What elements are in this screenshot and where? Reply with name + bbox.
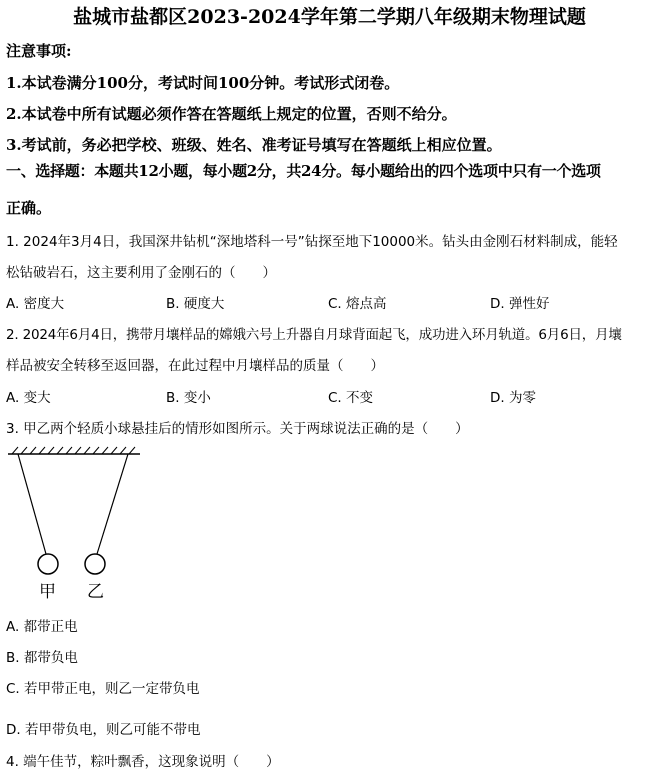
notice-item-1: 1.本试卷满分100分，考试时间100分钟。考试形式闭卷。 xyxy=(6,74,400,92)
question-2-line2: 样品被安全转移至返回器，在此过程中月壤样品的质量（ ） xyxy=(6,358,384,374)
question-1-option-c: C. 熔点高 xyxy=(328,296,387,312)
section-heading-line2: 正确。 xyxy=(6,199,52,217)
label-jia: 甲 xyxy=(39,582,56,602)
question-1-option-d: D. 弹性好 xyxy=(490,296,550,312)
question-3-option-b: B. 都带负电 xyxy=(6,650,78,666)
pendulum-diagram xyxy=(6,446,146,606)
string-jia xyxy=(18,454,46,554)
ball-jia xyxy=(38,554,58,574)
section-heading-line1: 一、选择题：本题共12小题，每小题2分，共24分。每小题给出的四个选项中只有一个选项 xyxy=(6,162,601,180)
question-3-option-d: D. 若甲带负电，则乙可能不带电 xyxy=(6,722,201,738)
ceiling-hatch xyxy=(12,447,135,454)
question-2-option-a: A. 变大 xyxy=(6,390,51,406)
question-1-option-b: B. 硬度大 xyxy=(166,296,225,312)
question-2-option-d: D. 为零 xyxy=(490,390,536,406)
notice-item-2: 2.本试卷中所有试题必须作答在答题纸上规定的位置，否则不给分。 xyxy=(6,105,457,123)
pendulum-figure xyxy=(6,446,146,606)
question-2-line1: 2. 2024年6月4日，携带月壤样品的嫦娥六号上升器自月球背面起飞，成功进入环月轨道。6月6日，月壤 xyxy=(6,327,622,343)
question-1-option-a: A. 密度大 xyxy=(6,296,65,312)
notice-item-3: 3.考试前，务必把学校、班级、姓名、准考证号填写在答题纸上相应位置。 xyxy=(6,136,502,154)
question-3-option-a: A. 都带正电 xyxy=(6,619,78,635)
question-2-option-c: C. 不变 xyxy=(328,390,374,406)
question-4-line1: 4. 端午佳节，粽叶飘香，这现象说明（ ） xyxy=(6,754,280,770)
question-2-option-b: B. 变小 xyxy=(166,390,211,406)
notice-heading: 注意事项: xyxy=(6,42,72,60)
string-yi xyxy=(97,454,128,554)
question-3-option-c: C. 若甲带正电，则乙一定带负电 xyxy=(6,681,200,697)
label-yi: 乙 xyxy=(87,582,104,602)
page-title: 盐城市盐都区2023-2024学年第二学期八年级期末物理试题 xyxy=(73,6,586,28)
question-3-line1: 3. 甲乙两个轻质小球悬挂后的情形如图所示。关于两球说法正确的是（ ） xyxy=(6,421,469,437)
question-1-line1: 1. 2024年3月4日，我国深井钻机“深地塔科一号”钻探至地下10000米。钻头由金刚石材料制成，能轻 xyxy=(6,234,618,250)
question-1-line2: 松钻破岩石，这主要利用了金刚石的（ ） xyxy=(6,265,276,281)
ball-yi xyxy=(85,554,105,574)
